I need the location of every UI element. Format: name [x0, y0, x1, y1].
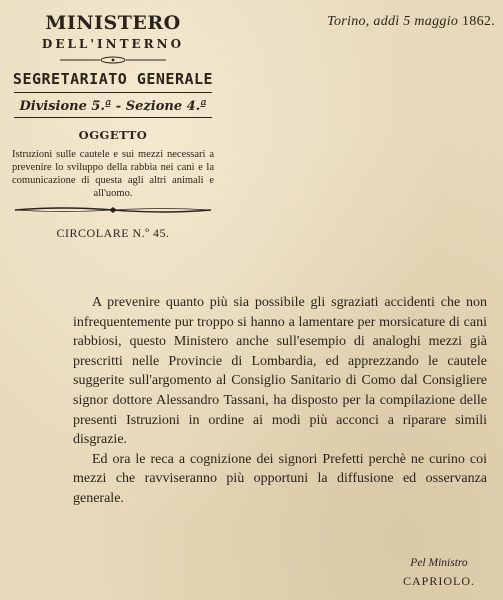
flourish-divider-icon: [13, 204, 213, 216]
division-rule: [14, 117, 212, 118]
signature-name: CAPRIOLO.: [402, 574, 475, 588]
signature-on-behalf: Pel Ministro: [410, 557, 468, 569]
date-line: [327, 14, 495, 30]
body-paragraph: Ed ora le reca a cognizione dei signori Prefetti perchè ne curino coi mezzi che ravviseranno più opportuni la diffusione ed osservanza generale.: [73, 451, 487, 506]
subject-text: Istruzioni sulle cautele e sui mezzi necessari a prevenire lo sviluppo della rabbia nei cani e la comunicazione di questa agli altri animali e all'uomo.: [12, 149, 214, 199]
date-year: 1862.: [462, 14, 495, 29]
ornament-divider-icon: [58, 56, 168, 64]
header-rule: [14, 92, 212, 93]
signature-block: [403, 556, 475, 588]
circular-number: CIRCOLARE N.º 45.: [56, 226, 170, 240]
secretariat-title: SEGRETARIATO GENERALE: [12, 70, 214, 88]
place-date: Torino, addì 5 maggio: [327, 14, 459, 29]
department-title: DELL'INTERNO: [41, 37, 185, 51]
letterhead: [8, 12, 218, 240]
body-text: [73, 293, 487, 509]
division-section: Divisione 5.ª - Sezione 4.ª: [19, 99, 207, 114]
ministry-title: MINISTERO: [45, 12, 181, 34]
body-paragraph: A prevenire quanto più sia possibile gli sgraziati accidenti che non infrequentemente pur troppo si hanno a lamentare per morsicature di cani rabbiosi, questo Ministero anche sull'esempio di analoghi mezzi già prescritti nelle Provincie di Lombardia, ed apprezzando le cautele suggerite sull'argomento al Consiglio Sanitario di Como dal Consigliere signor dottore Alessandro Tassani, ha disposto per la compilazione delle presenti Istruzioni in ordine ai modi più acconci a riparare simili disgrazie.: [73, 295, 487, 448]
subject-heading: OGGETTO: [78, 128, 148, 142]
